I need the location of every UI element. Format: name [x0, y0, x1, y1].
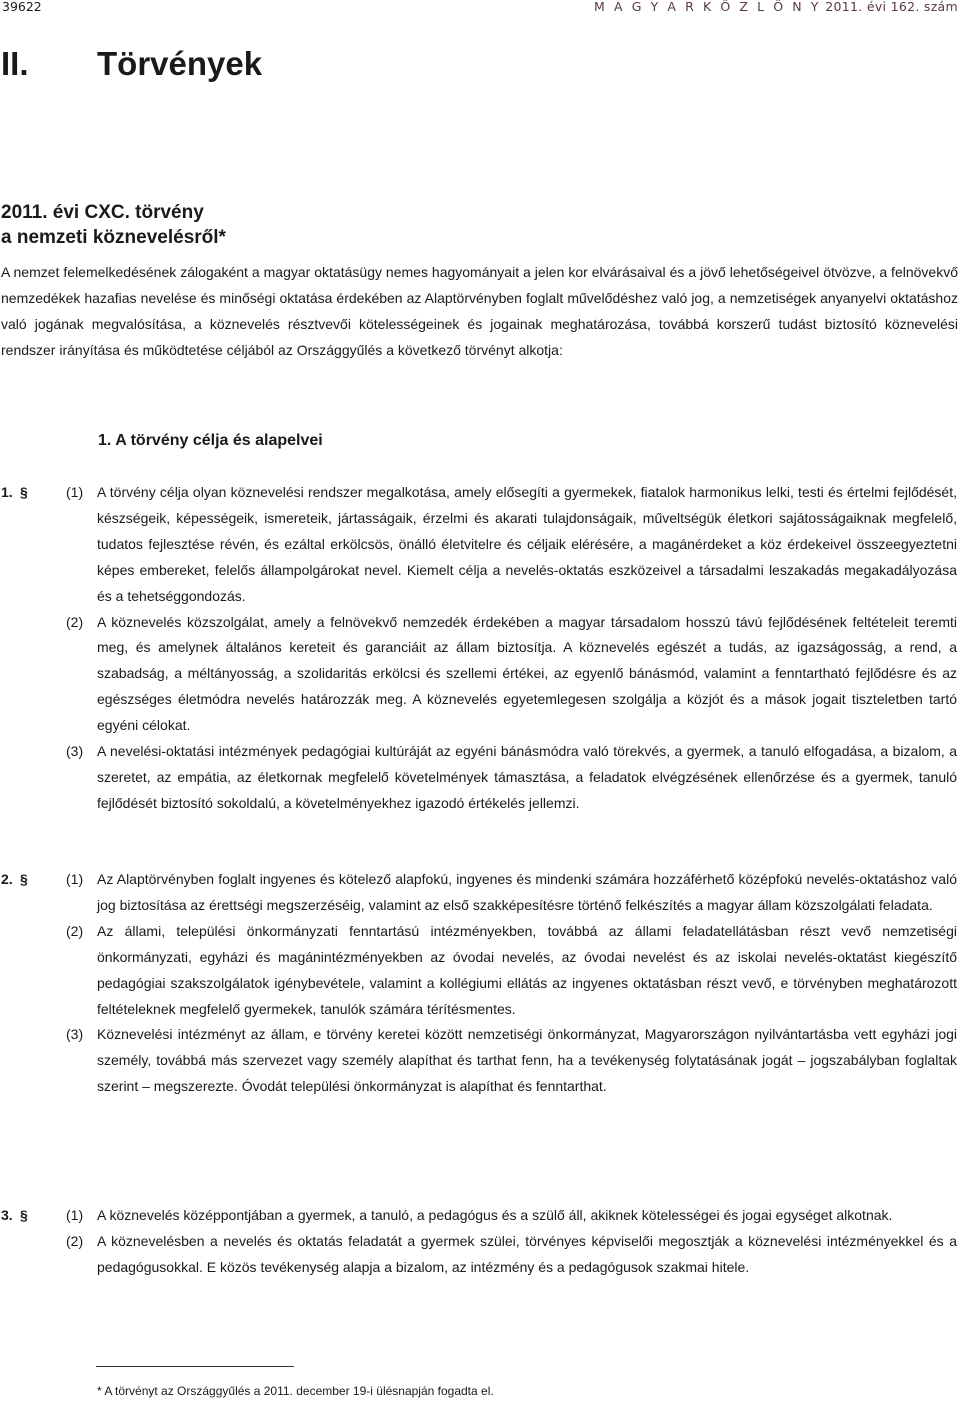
issue-number: 2011. évi 162. szám: [825, 0, 958, 14]
running-header: [0, 0, 960, 14]
paragraph: [0, 739, 960, 817]
paragraph-text: A köznevelés közszolgálat, amely a felnövekvő nemzedék érdekében a magyar társadalom hosszú távú fejlődésének feltételeit teremti meg, és amelynek általános kereteit és garanciáit az állam biztosítja. A köznevelés egészét a tudás, az igazságosság, a rend, a szabadság, a méltányosság, a szolidaritás erkölcsi és szellemi értékei, az egyenlő bánásmód, valamint a fenntartható fejlődésre és az egészséges életmódra nevelés határozzák meg. A köznevelés egyetemlegesen szolgálja a közjót és a mások jogait tiszteletben tartó egyéni célokat.: [97, 613, 957, 734]
section-sign: §: [20, 1207, 28, 1223]
paragraph-number: (3): [66, 743, 84, 760]
paragraph-text: A köznevelés középpontjában a gyermek, a tanuló, a pedagógus és a szülő áll, akiknek kötelességei és jogai egységet alkotnak.: [97, 1207, 893, 1223]
section-number: 1.: [1, 484, 13, 500]
section-number: 3.: [1, 1207, 13, 1223]
paragraph-number: (2): [66, 1232, 84, 1249]
paragraph-number: (2): [66, 613, 84, 630]
section-sign: §: [20, 871, 28, 887]
paragraph-text: Az állami, települési önkormányzati fenntartású intézményekben, továbbá az állami feladatellátásban részt vevő nemzetiségi önkormányzati, egyházi és magánintézményekben az óvodai nevelés, az óvodai nevelést és az iskolai nevelés-oktatást kiegészítő pedagógiai szakszolgálatok igénybevétele, valamint a kollégiumi ellátás az ingyenes oktatásban részt vevő, e törvényben meghatározott feltételeknek megfelelő gyermekek, tanulók számára térítésmentes.: [97, 922, 957, 1017]
paragraph-text: Az Alaptörvényben foglalt ingyenes és kötelező alapfokú, ingyenes és mindenki számára hozzáférhető középfokú nevelés-oktatáshoz való jog biztosítása az érettségi megszerzéséig, valamint az első szakképesítésre történő felkészítés a magyar állam közszolgálati feladata.: [97, 871, 957, 913]
section-2: [0, 867, 960, 1100]
law-title-line-2: a nemzeti köznevelésről*: [1, 227, 226, 248]
paragraph-text: A köznevelésben a nevelés és oktatás feladatát a gyermek szülei, törvényes képviselői megosztják a köznevelési intézményekkel és a pedagógusokkal. E közös tevékenység alapja a bizalom, az intézmény és a pedagógusok szakmai hitele.: [97, 1232, 957, 1275]
paragraph-number: (1): [66, 871, 84, 887]
paragraph-number: (2): [66, 922, 84, 939]
law-title: [1, 200, 226, 250]
paragraph: [0, 480, 960, 610]
paragraph-text: A törvény célja olyan köznevelési rendszer megalkotása, amely elősegíti a gyermekek, fiatalok harmonikus lelki, testi és értelmi fejlődését, készségeik, képességeik, ismereteik, jártasságaik, érzelmi és akarati tulajdonságaik, műveltségük életkori sajátosságaiknak megfelelő, tudatos fejlesztése révén, és ezáltal erkölcsös, önálló életvitelre és céljaik elérésére, a magánérdeket a köz érdekeivel összeegyeztetni képes embereket, felelős állampolgárokat nevel. Kiemelt célja a nevelés-oktatás eszközeivel a társadalmi leszakadás megakadályozása és a tehetséggondozás.: [97, 484, 957, 604]
section-1: [0, 480, 960, 817]
journal-issue: [594, 0, 958, 14]
paragraph: [0, 1022, 960, 1100]
section-3: [0, 1203, 960, 1281]
paragraph: [0, 867, 960, 919]
paragraph: [0, 610, 960, 740]
paragraph-text: Köznevelési intézményt az állam, e törvény keretei között nemzetiségi önkormányzat, Magyarországon nyilvántartásba vett egyházi jogi személy, továbbá más szervezet vagy személy alapíthat és tarthat fenn, ha a tevékenység folytatásának jogát – jogszabályban foglaltak szerint – megszerezte. Óvodát települési önkormányzat is alapíthat és fenntarthat.: [97, 1026, 957, 1095]
chapter-title: 1. A törvény célja és alapelvei: [98, 432, 323, 449]
section-number: 2.: [1, 871, 13, 887]
page-number: 39622: [2, 0, 42, 14]
preamble: A nemzet felemelkedésének zálogaként a magyar oktatásügy nemes hagyományait a jelen kor elvárásaival és a jövő lehetőségeivel ötvözve, a felnövekvő nemzedékek hazafias nevelése és minőségi oktatása érdekében az Alaptörvényben foglalt művelődéshez való jog, a nemzetiségek anyanyelvi oktatáshoz való jogának megvalósítása, a köznevelés résztvevői kötelességeinek és jogainak meghatározása, továbbá korszerű tudást biztosító köznevelési rendszer irányítása és működtetése céljából az Országgyűlés a következő törvényt alkotja:: [1, 264, 958, 358]
paragraph: [0, 1229, 960, 1281]
journal-name: M A G Y A R K Ö Z L Ö N Y: [594, 0, 821, 14]
footnote-divider: [96, 1366, 294, 1367]
part-title: Törvények: [97, 45, 263, 82]
paragraph-number: (3): [66, 1026, 84, 1043]
paragraph: [0, 919, 960, 1023]
section-sign: §: [20, 484, 28, 500]
paragraph-number: (1): [66, 484, 84, 500]
part-number: II.: [1, 45, 29, 82]
paragraph-text: A nevelési-oktatási intézmények pedagógiai kultúráját az egyéni bánásmódra való törekvés, a gyermek, a tanuló elfogadása, a bizalom, a szeretet, az empátia, az életkornak megfelelő követelmények támasztása, a feladatok elvégzésének ellenőrzése és a gyermek, tanuló fejlődését biztosító sokoldalú, a követelményekhez igazodó értékelés jellemzi.: [97, 743, 957, 811]
paragraph: [0, 1203, 960, 1229]
footnote: * A törvényt az Országgyűlés a 2011. december 19-i ülésnapján fogadta el.: [97, 1384, 494, 1398]
paragraph-number: (1): [66, 1207, 84, 1223]
law-title-line-1: 2011. évi CXC. törvény: [1, 202, 204, 223]
